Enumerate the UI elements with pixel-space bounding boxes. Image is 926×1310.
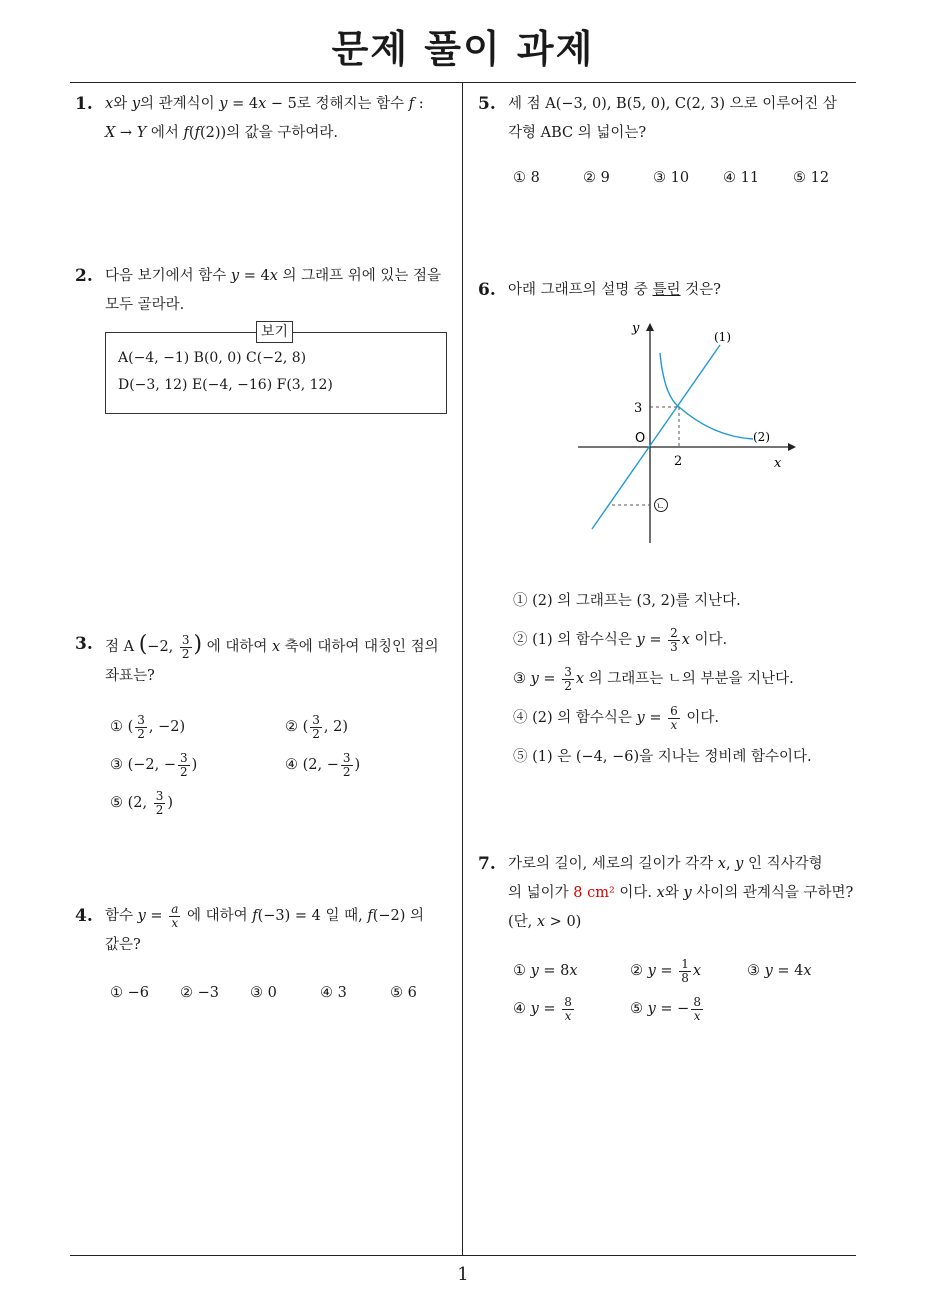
example-box [105, 324, 447, 414]
curve-2-label: (2) [753, 430, 770, 444]
question-number: 4. [75, 906, 93, 926]
question-number: 6. [478, 280, 496, 300]
option-2: ② (1) 의 함수식은 y = $\frac{2}{3}$ x 이다. [513, 625, 728, 654]
y-axis-arrow [646, 323, 654, 331]
x-axis-label: x [774, 456, 782, 471]
question-7: 7. 가로의 길이, 세로의 길이가 각각 x, y 인 직사각형 의 넓이가 8 cm² 이다. x와 y 사이의 관계식을 구하면? (단, x > 0) [478, 850, 863, 937]
option-1: ① 8 [513, 170, 540, 186]
option-2: ② −3 [180, 985, 219, 1001]
page-number: 1 [457, 1264, 469, 1285]
option-3: ③ y = 4x [747, 963, 812, 979]
option-4: ④ 3 [320, 985, 347, 1001]
option-1: ① y = 8x [513, 963, 578, 979]
example-box-label: 보기 [256, 321, 293, 343]
question-number: 7. [478, 854, 496, 874]
option-2: ② y = $\frac{1}{8}$ x [630, 956, 702, 985]
column-divider [462, 83, 463, 1255]
option-2: ② 9 [583, 170, 610, 186]
question-number: 5. [478, 94, 496, 114]
option-4: ④ (2) 의 함수식은 y = $\frac{6}{x}$ 이다. [513, 703, 719, 732]
option-5: ⑤ (1) 은 (−4, −6)을 지나는 정비례 함수이다. [513, 749, 812, 765]
option-3: ③ 10 [653, 170, 690, 186]
option-3: ③ (−2, − $\frac{3}{2}$ ) [110, 750, 198, 779]
question-4-options [110, 979, 450, 1008]
question-2: 2. 다음 보기에서 함수 y = 4x 의 그래프 위에 있는 점을 모두 골라라. [75, 262, 455, 320]
line-1-label: (1) [714, 330, 731, 344]
option-5: ⑤ (2, $\frac{3}{2}$ ) [110, 788, 174, 817]
option-5: ⑤ y = − $\frac{8}{x}$ [630, 994, 701, 1023]
option-4: ④ 11 [723, 170, 760, 186]
tick-x-label: 2 [674, 454, 683, 469]
option-3: ③ 0 [250, 985, 277, 1001]
question-number: 2. [75, 266, 93, 286]
question-6: 6. 아래 그래프의 설명 중 틀린 것은? [478, 276, 863, 305]
y-axis-label: y [632, 321, 640, 336]
option-3: ③ y = $\frac{3}{2}$ x 의 그래프는 ㄴ의 부분을 지난다. [513, 664, 794, 693]
page-title: 문제 풀이 과제 [331, 27, 595, 71]
question-6-options [513, 582, 858, 777]
question-3: 3. 점 A (−2, $\frac{3}{2}$ ) 에 대하여 x 축에 대하여 대칭인 점의 좌표는? [75, 632, 439, 684]
question-4: 4. 함수 y = $\frac{a}{x}$ 에 대하여 f(−3) = 4 일 때, f(−2) 의 값은? [75, 901, 425, 953]
tick-y-label: 3 [634, 401, 643, 416]
area-value: 8 cm² [573, 885, 615, 901]
question-7-options [513, 952, 858, 1028]
question-5-options [513, 164, 853, 193]
bottom-rule [70, 1255, 856, 1256]
option-4: ④ y = $\frac{8}{x}$ [513, 994, 572, 1023]
region-marker-label: ㄴ [656, 502, 665, 512]
option-2: ② ( $\frac{3}{2}$ , 2) [285, 712, 349, 741]
question-5: 5. 세 점 A(−3, 0), B(5, 0), C(2, 3) 으로 이루어진 삼 각형 ABC 의 넓이는? [478, 90, 863, 148]
option-5: ⑤ 6 [390, 985, 417, 1001]
question-3-options [110, 708, 450, 822]
option-5: ⑤ 12 [793, 170, 830, 186]
curve-2 [660, 353, 753, 439]
option-1: ① (2) 의 그래프는 (3, 2)를 지난다. [513, 593, 741, 609]
function-graph [570, 315, 800, 550]
origin-label: O [635, 431, 646, 446]
question-1: 1. x와 y의 관계식이 y = 4x − 5로 정해지는 함수 f : X → Y 에서 f(f(2))의 값을 구하여라. [75, 90, 455, 148]
option-1: ① −6 [110, 985, 149, 1001]
option-1: ① ( $\frac{3}{2}$ , −2) [110, 712, 186, 741]
question-number: 3. [75, 634, 93, 654]
example-points-2: D(−3, 12) E(−4, −16) F(3, 12) [118, 377, 333, 393]
top-rule [70, 82, 856, 83]
option-4: ④ (2, − $\frac{3}{2}$ ) [285, 750, 361, 779]
question-number: 1. [75, 94, 93, 114]
example-points-1: A(−4, −1) B(0, 0) C(−2, 8) [118, 350, 307, 366]
x-axis-arrow [788, 443, 796, 451]
